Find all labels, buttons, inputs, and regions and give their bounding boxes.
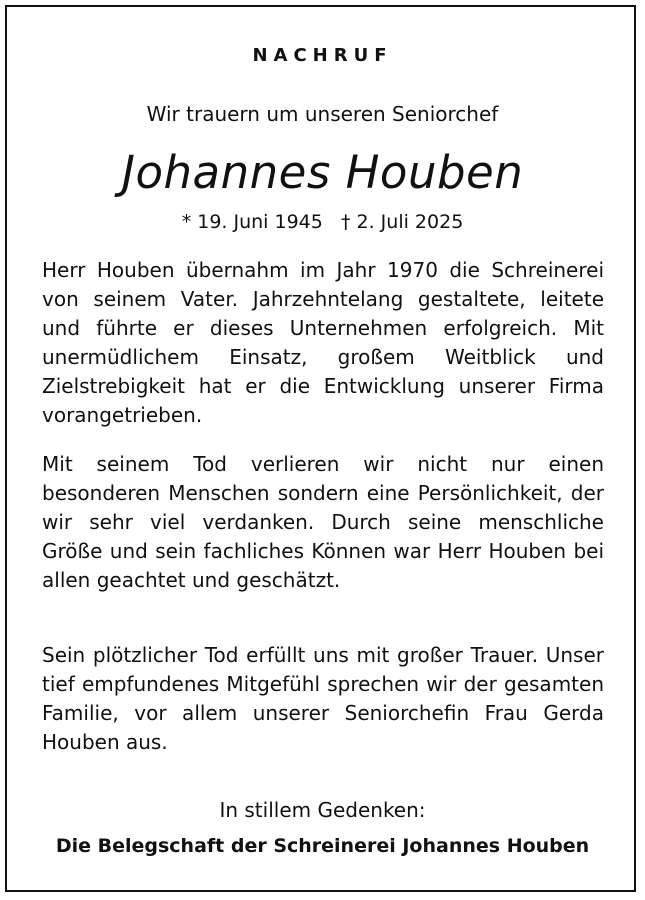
deceased-name: Johannes Houben xyxy=(121,146,524,199)
notice-heading: NACHRUF xyxy=(252,45,393,66)
life-dates: * 19. Juni 1945 † 2. Juli 2025 xyxy=(181,211,464,233)
body-paragraph-1: Herr Houben übernahm im Jahr 1970 die Schreinerei von seinem Vater. Jahrzehntelang gestaltete, leitete und führte er dieses Unternehmen erfolgreich. Mit unermüdlichem Einsatz, großem Weitblick und Zielstrebigkeit hat er die Entwicklung unserer Firma vorangetrieben. xyxy=(42,258,604,427)
body-paragraph-2: Mit seinem Tod verlieren wir nicht nur einen besonderen Menschen sondern eine Persönlichkeit, der wir sehr viel verdanken. Durch seine menschliche Größe und sein fachliches Können war Herr Houben bei allen geachtet und geschätzt. xyxy=(42,452,604,592)
intro-line: Wir trauern um unseren Seniorchef xyxy=(146,102,499,126)
signature-line: Die Belegschaft der Schreinerei Johannes Houben xyxy=(55,835,590,857)
closing-line: In stillem Gedenken: xyxy=(219,798,426,822)
notice-border xyxy=(5,5,636,892)
body-paragraph-3: Sein plötzlicher Tod erfüllt uns mit großer Trauer. Unser tief empfundenes Mitgefühl sprechen wir der gesamten Familie, vor allem unserer Seniorchefin Frau Gerda Houben aus. xyxy=(42,643,604,754)
